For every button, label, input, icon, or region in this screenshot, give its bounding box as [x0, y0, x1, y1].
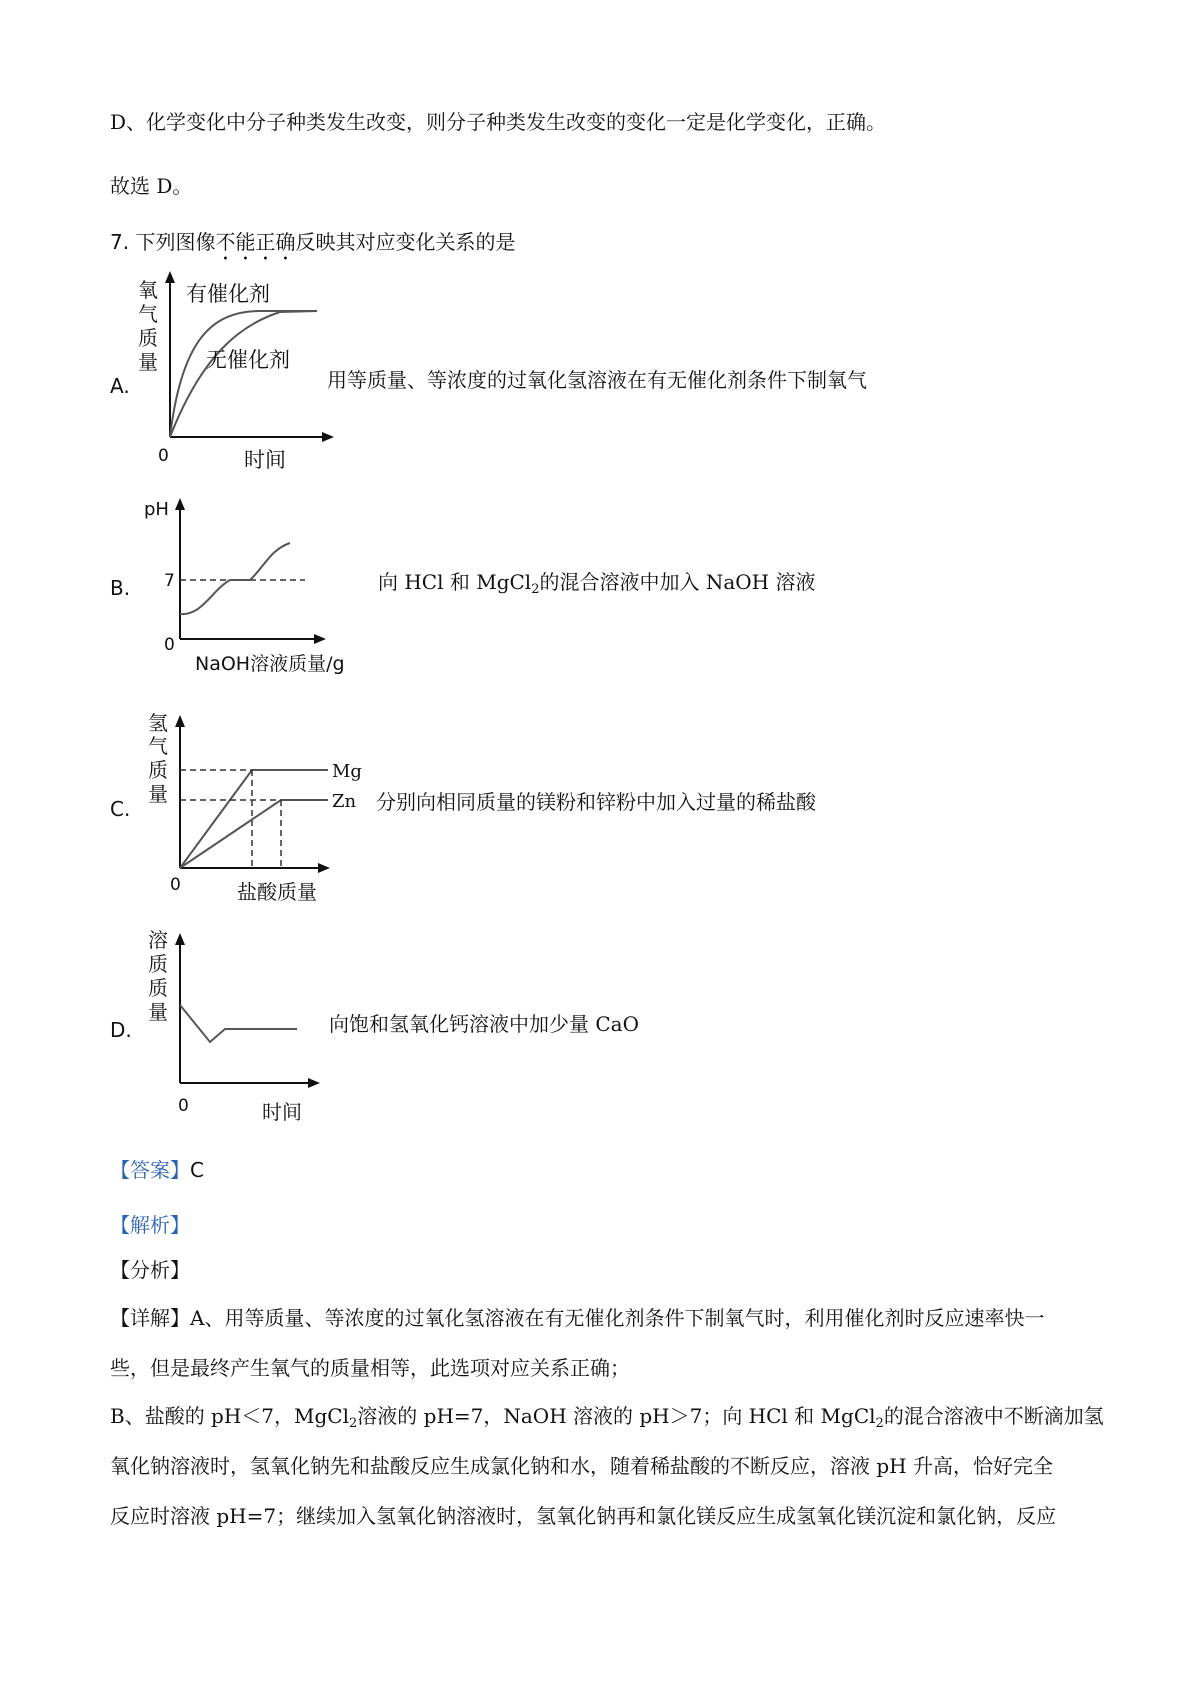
- x-label: 时间: [262, 1100, 302, 1124]
- question-number: 7.: [110, 230, 130, 254]
- y-axis-arrow: [175, 933, 185, 945]
- caption-part: 的混合溶液中加入 NaOH 溶液: [539, 570, 816, 594]
- y-label-char: 质: [138, 326, 158, 350]
- detail-b-line3: 反应时溶液 pH=7；继续加入氢氧化钠溶液时，氢氧化钠再和氯化镁反应生成氢氧化镁沉淀和氯化钠，反应: [110, 1504, 1057, 1528]
- y-label-char: 气: [138, 302, 158, 326]
- prev-option-d: D、化学变化中分子种类发生改变，则分子种类发生改变的变化一定是化学变化，正确。: [110, 110, 887, 134]
- detail-text: B、盐酸的 pH＜7，MgCl: [110, 1404, 350, 1428]
- prev-answer-line: 故选 D。: [110, 174, 193, 198]
- y-label-char: 质: [148, 976, 168, 1000]
- option-d-letter: D.: [110, 1018, 132, 1042]
- y-label-char: 溶: [148, 928, 168, 952]
- option-a-figure: [130, 265, 330, 477]
- no-catalyst-label: 无催化剂: [206, 348, 290, 372]
- option-c-letter: C.: [110, 797, 131, 821]
- detail-text: A、用等质量、等浓度的过氧化氢溶液在有无催化剂条件下制氧气时，利用催化剂时反应速率快一: [190, 1306, 1045, 1330]
- catalyst-label: 有催化剂: [186, 282, 270, 306]
- origin-label: 0: [170, 875, 181, 895]
- detail-a-line2: 些，但是最终产生氧气的质量相等，此选项对应关系正确；: [110, 1356, 630, 1380]
- question-stem: [110, 228, 515, 265]
- origin-label: 0: [158, 446, 169, 466]
- x-label: NaOH溶液质量/g: [195, 653, 345, 675]
- y-axis-arrow: [175, 498, 185, 510]
- caption-part: 向 HCl 和 MgCl: [378, 570, 532, 594]
- detail-text: 的混合溶液中不断滴加氢: [883, 1404, 1104, 1428]
- zn-line: [180, 800, 281, 868]
- option-c-figure: [140, 705, 380, 905]
- detail-b-line2: 氧化钠溶液时，氢氧化钠先和盐酸反应生成氯化钠和水，随着稀盐酸的不断反应，溶液 pH 升高，恰好完全: [110, 1454, 1053, 1478]
- answer-tag: 【答案】: [110, 1158, 190, 1182]
- x-axis-arrow: [308, 1078, 320, 1088]
- zn-label: Zn: [332, 791, 357, 812]
- answer-value: C: [190, 1158, 204, 1182]
- y-label-char: 质: [148, 758, 168, 782]
- ph-curve: [180, 543, 290, 614]
- option-b-figure: [140, 490, 380, 680]
- y-label-char: 量: [148, 1000, 168, 1024]
- x-axis-arrow: [314, 634, 326, 644]
- option-d-caption: 向饱和氢氧化钙溶液中加少量 CaO: [329, 1012, 639, 1036]
- stem-emphasis: 不能正确: [215, 230, 296, 254]
- caption-subscript: 2: [531, 582, 540, 597]
- y-label-char: 气: [148, 734, 168, 758]
- option-b-letter: B.: [110, 576, 131, 600]
- detail-b-line1: [110, 1402, 1104, 1430]
- detail-tag: 【详解】: [110, 1306, 190, 1330]
- y-label-char: 量: [138, 350, 158, 374]
- origin-label: 0: [178, 1096, 189, 1116]
- x-axis-arrow: [318, 863, 330, 873]
- answer-line: [110, 1156, 204, 1184]
- y-label-char: 氧: [138, 278, 158, 302]
- detail-text: 溶液的 pH=7，NaOH 溶液的 pH＞7；向 HCl 和 MgCl: [357, 1404, 876, 1428]
- no-catalyst-curve: [170, 311, 317, 437]
- analysis-tag: 【解析】: [110, 1213, 190, 1237]
- x-axis-arrow: [322, 432, 334, 442]
- tick-7: 7: [164, 571, 175, 591]
- stem-before: 下列图像: [135, 230, 216, 254]
- y-label-char: 质: [148, 952, 168, 976]
- option-b-caption: [378, 568, 815, 596]
- stem-after: 反映其对应变化关系的是: [295, 230, 516, 254]
- fenxi-tag: 【分析】: [110, 1258, 190, 1282]
- y-label-char: 量: [148, 782, 168, 806]
- option-c-caption: 分别向相同质量的镁粉和锌粉中加入过量的稀盐酸: [376, 790, 816, 814]
- option-a-letter: A.: [110, 374, 130, 398]
- y-axis-arrow: [175, 715, 185, 727]
- y-axis-arrow: [165, 271, 175, 283]
- subscript: 2: [875, 1416, 884, 1431]
- y-label-char: 氢: [148, 711, 168, 735]
- x-label: 时间: [244, 448, 286, 472]
- origin-label: 0: [164, 635, 175, 655]
- option-a-caption: 用等质量、等浓度的过氧化氢溶液在有无催化剂条件下制氧气: [327, 368, 867, 392]
- y-label: pH: [144, 499, 169, 520]
- detail-a-line1: [110, 1304, 1044, 1332]
- x-label: 盐酸质量: [237, 880, 317, 904]
- mg-label: Mg: [332, 761, 362, 782]
- solute-mass-line: [180, 1005, 297, 1042]
- mg-line: [180, 770, 252, 868]
- subscript: 2: [349, 1416, 358, 1431]
